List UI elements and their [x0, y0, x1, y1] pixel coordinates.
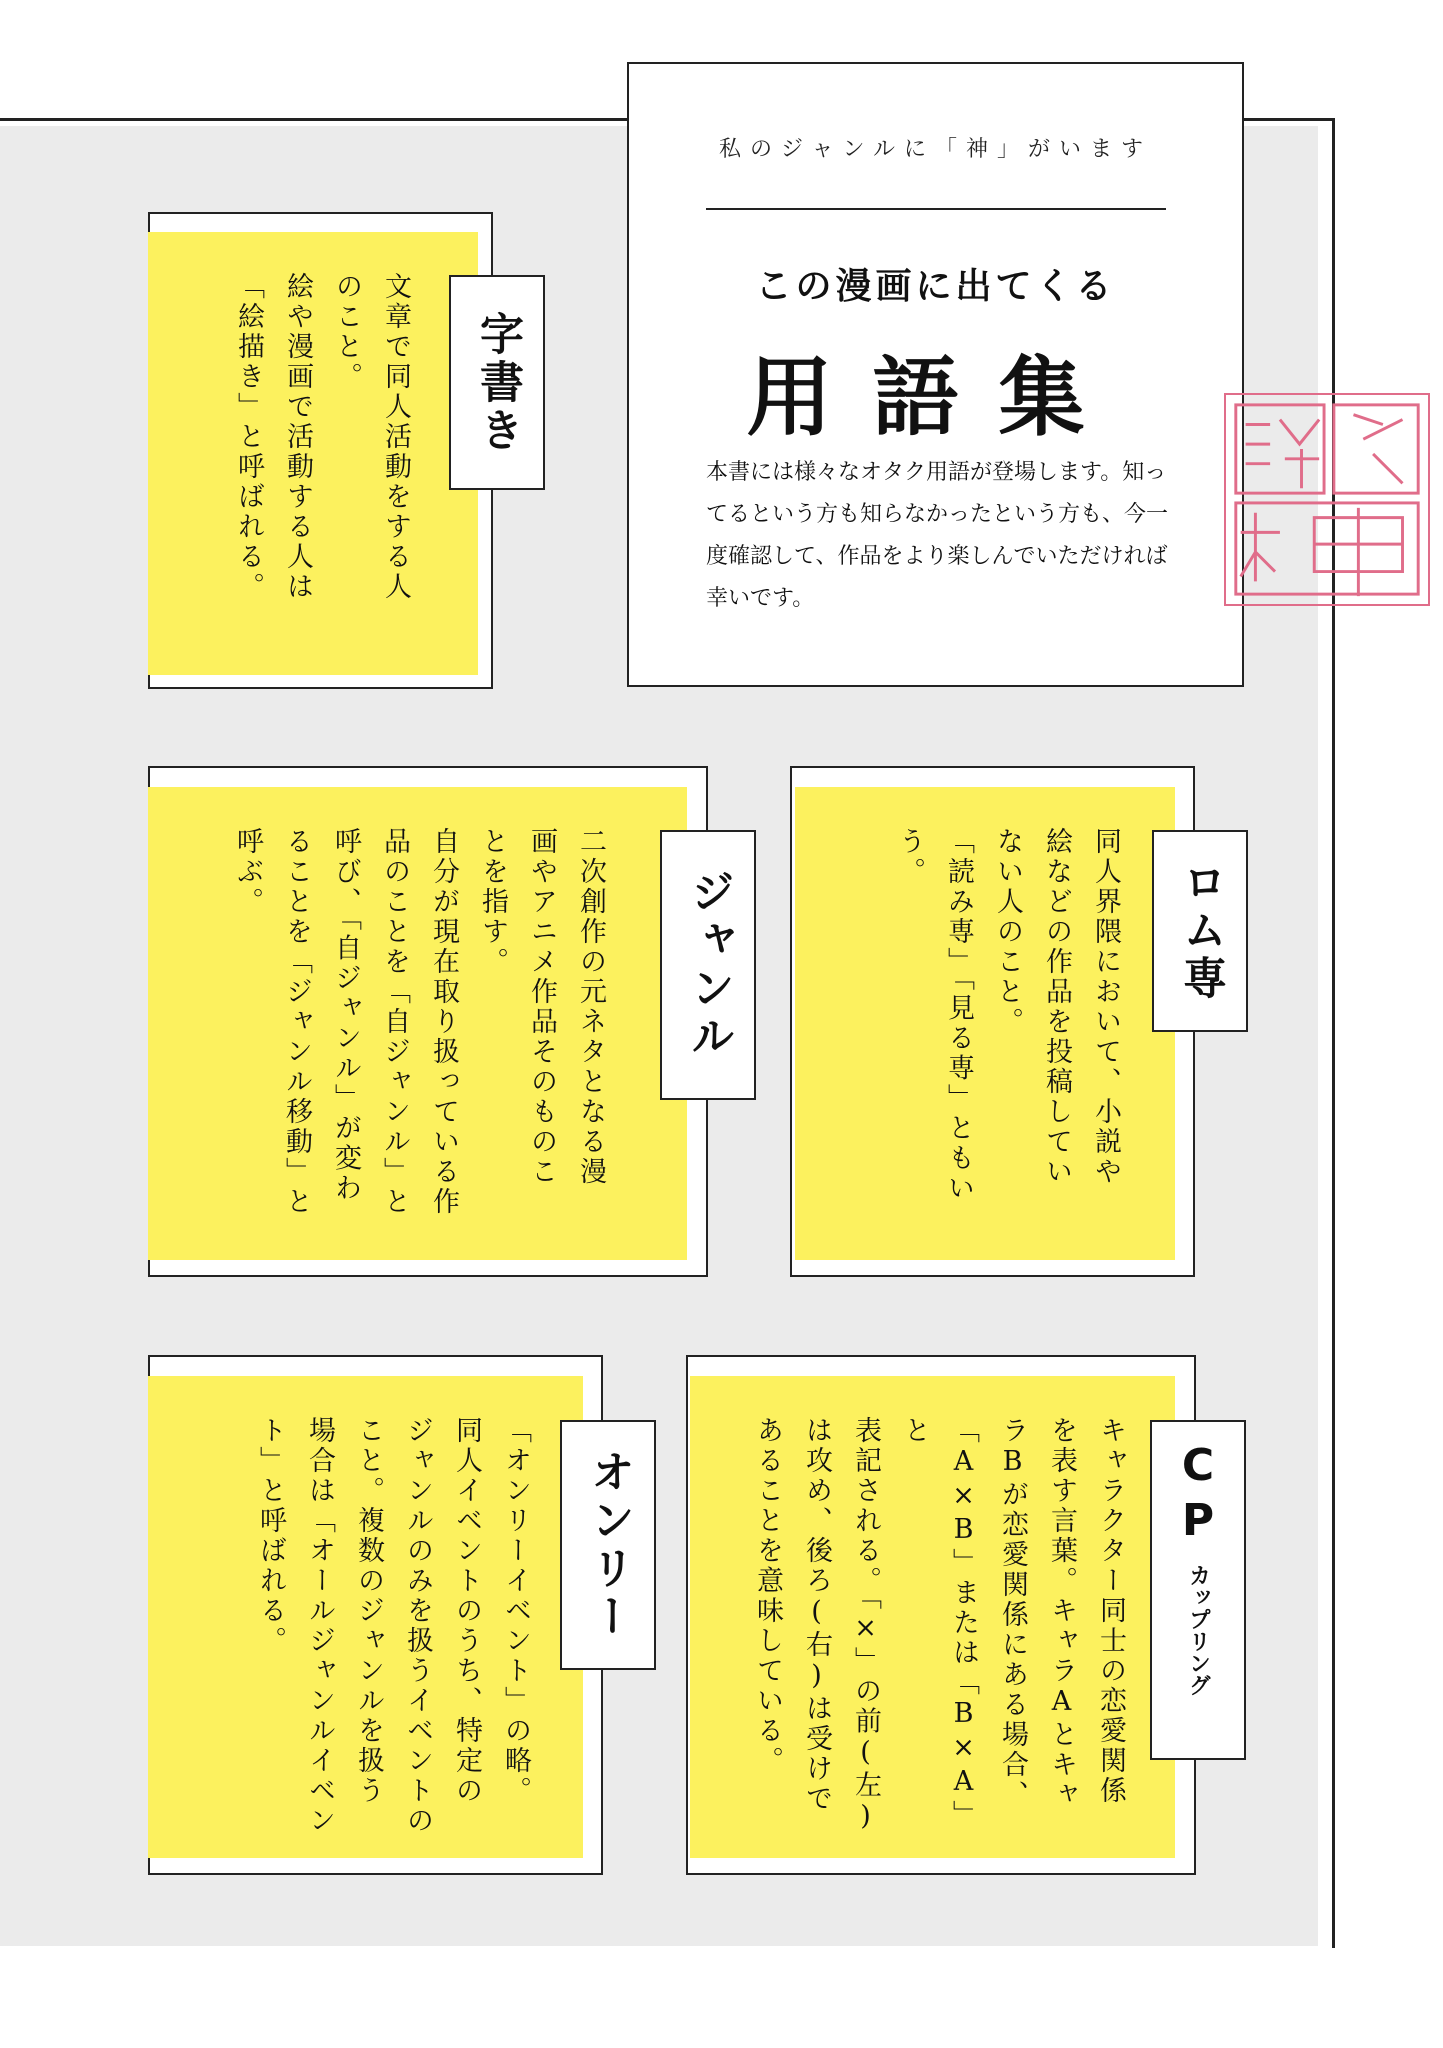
heading-line1: この漫画に出てくる [755, 266, 1116, 307]
term-label-only [560, 1420, 656, 1670]
term-cp: CP [1172, 1440, 1224, 1550]
term-jikaki: 字書き [472, 310, 523, 455]
definition-cp: キャラクター同士の恋愛関係 を表す言葉。キャラAとキャ ラBが恋愛関係にある場合、 「A×B」または「B×A」と 表記される。「×」の前(左) は攻め、後ろ(右)は受けで あることを意味している。 [752, 1416, 1126, 1835]
term-romsen: ロム専 [1175, 859, 1226, 1003]
definition-jikaki: 文章で同人活動をする人 のこと。 絵や漫画で活動する人は 「絵描き」と呼ばれる。 [233, 272, 411, 602]
definition-romsen: 同人界隈において、小説や 絵などの作品を投稿してい ない人のこと。 「読み専」「見る専」ともい う。 [894, 827, 1121, 1204]
term-label-romsen [1152, 830, 1248, 1032]
seal-stamp [1224, 393, 1430, 606]
term-label-genre [660, 830, 756, 1100]
divider [706, 208, 1166, 210]
intro-text: 本書には様々なオタク用語が登場します。知ってるという方も知らなかったという方も、今一度確認して、作品をより楽しんでいただければ幸いです。 [706, 460, 1169, 611]
seal-icon [1226, 395, 1428, 604]
term-genre: ジャンル [683, 869, 734, 1061]
term-sub-cp: カップリング [1185, 1564, 1211, 1696]
term-label-cp [1150, 1420, 1246, 1760]
page-title: 用語集 [746, 348, 1125, 448]
term-only: オンリー [583, 1449, 634, 1641]
term-label-jikaki [449, 275, 545, 490]
definition-only: 「オンリーイベント」の略。 同人イベントのうち、特定の ジャンルのみを扱うイベントの こと。複数のジャンルを扱う 場合は「オールジャンルイベン ト」と呼ばれる。 [255, 1416, 531, 1836]
book-subtitle: 私のジャンルに「神」がいます [718, 137, 1152, 162]
definition-genre: 二次創作の元ネタとなる漫 画やアニメ作品そのものこ とを指す。 自分が現在取り扱っている作 品のことを「自ジャンル」と 呼び、「自ジャンル」が変わ ることを「ジャンル移動」と 呼ぶ。 [232, 827, 606, 1217]
term-group-cp [1173, 1440, 1224, 1740]
